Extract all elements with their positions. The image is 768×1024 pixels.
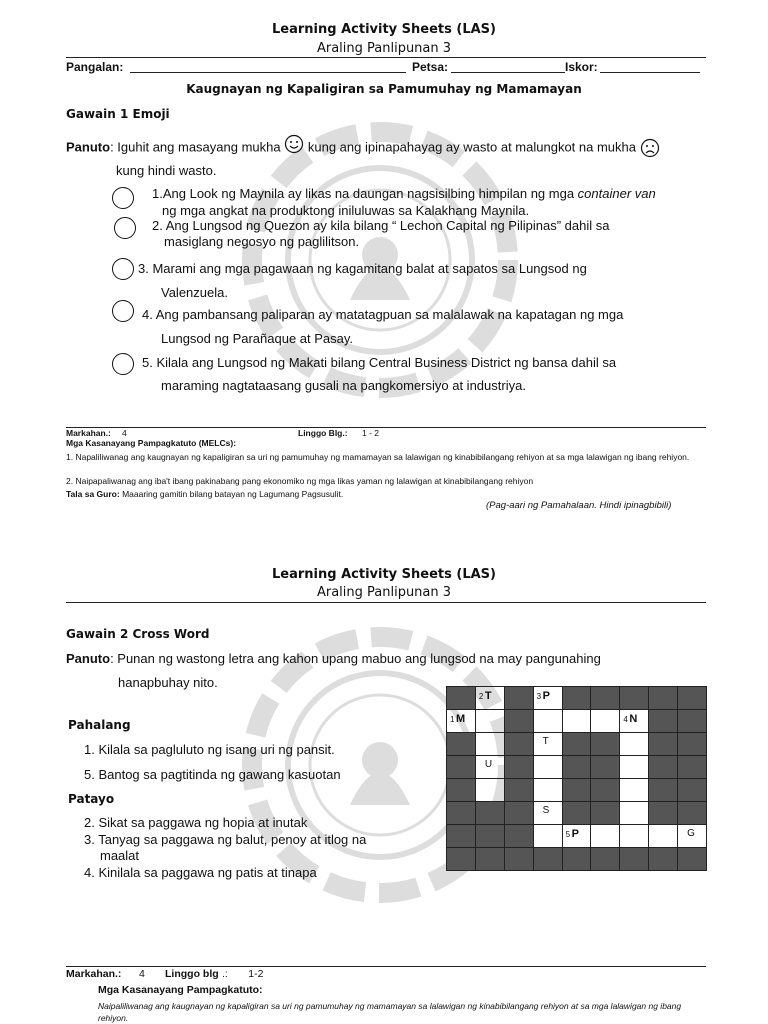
- instruction-2-line-2: hanapbuhay nito.: [118, 675, 218, 690]
- score-field-line[interactable]: [600, 72, 700, 73]
- footer-divider-2: [66, 966, 706, 967]
- quarter-label-2: Markahan.:: [66, 968, 122, 980]
- grid-cell: [591, 756, 620, 779]
- grid-cell: [649, 848, 678, 871]
- answer-circle-4[interactable]: [112, 300, 134, 322]
- item-5-line-2: maraming nagtataasang gusali na pangkomersiyo at industriya.: [161, 378, 526, 393]
- item-4-line-1: 4. Ang pambansang paliparan ay matatagpuan sa malalawak na kapatagan ng mga: [142, 307, 624, 322]
- week-label: Linggo Blg.:: [298, 428, 348, 438]
- grid-cell: [447, 733, 476, 756]
- down-heading: Patayo: [68, 792, 115, 806]
- grid-cell: [649, 687, 678, 710]
- grid-cell[interactable]: S: [533, 802, 562, 825]
- down-clue-3: 3. Tanyag sa paggawa ng balut, penoy at itlog na: [84, 832, 367, 847]
- quarter-value-2: 4: [139, 968, 145, 980]
- divider: [66, 57, 706, 58]
- down-clue-4: 4. Kinilala sa paggawa ng patis at tinapa: [84, 865, 317, 880]
- grid-cell[interactable]: [620, 825, 649, 848]
- grid-cell[interactable]: 5 P: [562, 825, 591, 848]
- grid-cell: [620, 848, 649, 871]
- grid-cell: [504, 848, 533, 871]
- grid-cell[interactable]: [591, 825, 620, 848]
- grid-cell[interactable]: 4 N: [620, 710, 649, 733]
- grid-cell: [447, 825, 476, 848]
- week-value: 1 - 2: [362, 428, 380, 438]
- grid-cell: [533, 848, 562, 871]
- grid-cell: [649, 710, 678, 733]
- grid-cell[interactable]: U: [475, 756, 504, 779]
- answer-circle-1[interactable]: [112, 187, 134, 209]
- grid-cell: [649, 733, 678, 756]
- down-clue-2: 2. Sikat sa paggawa ng hopia at inutak: [84, 815, 308, 830]
- name-field-label: Pangalan:: [66, 60, 124, 74]
- sheet1-title: Learning Activity Sheets (LAS): [272, 22, 496, 37]
- grid-cell: [591, 687, 620, 710]
- grid-cell[interactable]: [533, 825, 562, 848]
- grid-cell: [504, 710, 533, 733]
- grid-cell: [562, 687, 591, 710]
- grid-cell: [678, 779, 707, 802]
- across-clue-5: 5. Bantog sa pagtitinda ng gawang kasuotan: [84, 767, 341, 782]
- divider: [66, 602, 706, 603]
- item-3-line-1: 3. Marami ang mga pagawaan ng kagamitang balat at sapatos sa Lungsod ng: [138, 261, 587, 276]
- grid-cell[interactable]: [533, 779, 562, 802]
- name-field-line[interactable]: [130, 72, 406, 73]
- melc-1: 1. Napaliliwanag ang kaugnayan ng kapaligiran sa uri ng pamumuhay ng mamamayan sa lalawigan ng kinabibilangang rehiyon at sa mga lalawigan ng ibang rehiyon.: [66, 452, 690, 462]
- grid-cell: [562, 802, 591, 825]
- instruction-line-2: kung hindi wasto.: [116, 163, 217, 178]
- sheet2-subject: Araling Panlipunan 3: [316, 585, 452, 600]
- melc-label: Mga Kasanayang Pampagkatuto (MELCs):: [66, 438, 237, 448]
- grid-cell: [447, 848, 476, 871]
- footer-divider: [66, 427, 706, 428]
- date-field-line[interactable]: [451, 72, 565, 73]
- week-value-2: .: 1-2: [222, 968, 264, 980]
- answer-circle-5[interactable]: [112, 353, 134, 375]
- grid-cell: [620, 687, 649, 710]
- item-2-line-1: 2. Ang Lungsod ng Quezon ay kila bilang “ Lechon Capital ng Pilipinas” dahil sa: [152, 218, 610, 233]
- grid-cell: [678, 687, 707, 710]
- grid-cell: [678, 710, 707, 733]
- grid-cell: [447, 687, 476, 710]
- grid-cell[interactable]: [620, 779, 649, 802]
- grid-cell: [475, 825, 504, 848]
- item-3-line-2: Valenzuela.: [161, 285, 228, 300]
- grid-cell: [678, 848, 707, 871]
- across-heading: Pahalang: [68, 718, 131, 732]
- melc-2: 2. Naipapaliwanag ang iba't ibang pakinabang pang ekonomiko ng mga likas yaman ng lalawigan at kinabibilangang rehiyon: [66, 476, 534, 486]
- grid-cell[interactable]: [620, 802, 649, 825]
- item-5-line-1: 5. Kilala ang Lungsod ng Makati bilang Central Business District ng bansa dahil sa: [142, 355, 617, 370]
- quarter-value: 4: [122, 428, 127, 438]
- grid-cell: [678, 733, 707, 756]
- grid-cell: [562, 756, 591, 779]
- instruction-2-line-1: Panuto: Punan ng wastong letra ang kahon upang mabuo ang lungsod na may pangunahing: [66, 651, 601, 666]
- grid-cell[interactable]: [475, 733, 504, 756]
- answer-circle-2[interactable]: [114, 217, 136, 239]
- grid-cell: [649, 779, 678, 802]
- grid-cell[interactable]: T: [533, 733, 562, 756]
- grid-cell: [475, 848, 504, 871]
- melc-label-2: Mga Kasanayang Pampagkatuto:: [98, 984, 263, 996]
- ownership-note: (Pag-aari ng Pamahalaan. Hindi ipinagbibili): [486, 500, 672, 511]
- grid-cell: [504, 687, 533, 710]
- grid-cell: [678, 756, 707, 779]
- grid-cell[interactable]: [533, 756, 562, 779]
- date-field-label: Petsa:: [412, 60, 449, 74]
- grid-cell: [504, 756, 533, 779]
- activity-heading-2: Gawain 2 Cross Word: [66, 627, 210, 641]
- quarter-label: Markahan.:: [66, 428, 111, 438]
- grid-cell: [591, 733, 620, 756]
- grid-cell: [447, 756, 476, 779]
- grid-cell: [504, 733, 533, 756]
- grid-cell: [504, 779, 533, 802]
- grid-cell: [649, 756, 678, 779]
- happy-face-icon: [284, 134, 304, 154]
- melc-2-1: Naipaliliwanag ang kaugnayan ng kapaligiran sa uri ng pamumuhay ng mamamayan sa lalawigan ng kinabibilangang rehiyon at sa mga lalawigan ng ibang rehiyon.: [98, 1001, 682, 1023]
- grid-cell: [562, 848, 591, 871]
- grid-cell: [562, 733, 591, 756]
- activity-heading: Gawain 1 Emoji: [66, 107, 170, 121]
- grid-cell: [649, 802, 678, 825]
- grid-cell[interactable]: G: [678, 825, 707, 848]
- grid-cell[interactable]: [649, 825, 678, 848]
- grid-cell[interactable]: [475, 710, 504, 733]
- grid-cell[interactable]: 1 M: [447, 710, 476, 733]
- score-field-label: Iskor:: [565, 60, 598, 74]
- grid-cell[interactable]: [620, 756, 649, 779]
- grid-cell[interactable]: [620, 733, 649, 756]
- grid-cell[interactable]: [475, 779, 504, 802]
- grid-cell: [591, 802, 620, 825]
- grid-cell[interactable]: [562, 710, 591, 733]
- sheet2-title: Learning Activity Sheets (LAS): [272, 567, 496, 582]
- grid-cell: [678, 802, 707, 825]
- teacher-note: Tala sa Guro: Maaaring gamitin bilang batayan ng Lagumang Pagsusulit.: [66, 489, 344, 499]
- grid-cell[interactable]: [533, 710, 562, 733]
- grid-cell: [475, 802, 504, 825]
- grid-cell: [562, 779, 591, 802]
- grid-cell: [504, 825, 533, 848]
- answer-circle-3[interactable]: [112, 258, 134, 280]
- grid-cell[interactable]: 2 T: [475, 687, 504, 710]
- item-4-line-2: Lungsod ng Parañaque at Pasay.: [161, 331, 354, 346]
- grid-cell: [447, 802, 476, 825]
- grid-cell: [447, 779, 476, 802]
- crossword-grid: [446, 686, 707, 871]
- across-clue-1: 1. Kilala sa pagluluto ng isang uri ng pansit.: [84, 742, 335, 757]
- topic-heading: Kaugnayan ng Kapaligiran sa Pamumuhay ng Mamamayan: [186, 82, 582, 96]
- grid-cell: [591, 848, 620, 871]
- grid-cell[interactable]: 3 P: [533, 687, 562, 710]
- instruction-line-1: Panuto: Iguhit ang masayang mukha kung ang ipinapahayag ay wasto at malungkot na mukha: [66, 138, 660, 158]
- grid-cell: [591, 779, 620, 802]
- sad-face-icon: [640, 138, 660, 158]
- item-1-line-1: 1.Ang Look ng Maynila ay likas na daungan nagsisilbing himpilan ng mga container van: [152, 186, 656, 201]
- week-label-2: Linggo blg: [165, 968, 219, 980]
- down-clue-3-cont: maalat: [100, 848, 140, 863]
- grid-cell[interactable]: [591, 710, 620, 733]
- grid-cell: [504, 802, 533, 825]
- item-1-line-2: ng mga angkat na produktong iniluluwas sa Kalakhang Maynila.: [162, 203, 530, 218]
- item-2-line-2: masiglang negosyo ng paglilitson.: [164, 234, 360, 249]
- sheet1-subject: Araling Panlipunan 3: [316, 41, 452, 56]
